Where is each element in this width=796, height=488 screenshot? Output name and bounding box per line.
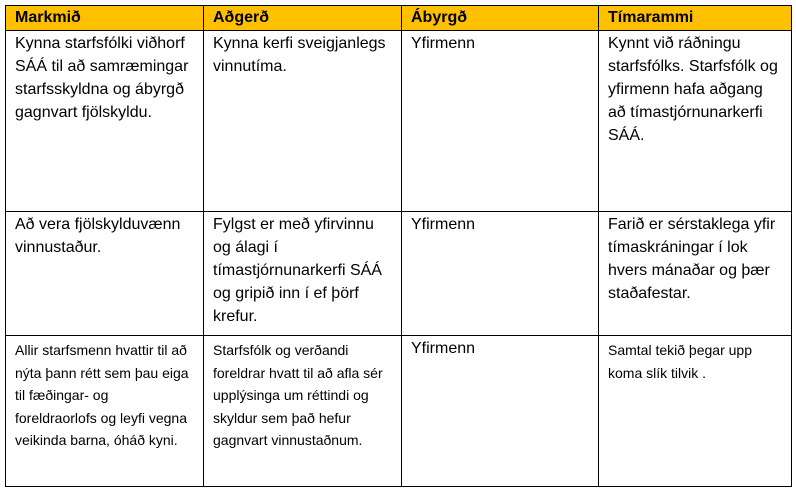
cell-action: Starfsfólk og verðandi foreldrar hvatt til að afla sér upplýsinga um réttindi og skyldur sem það hefur gagnvart vinnustaðnum. bbox=[204, 336, 402, 487]
cell-timeframe: Samtal tekið þegar upp koma slík tilvik . bbox=[599, 336, 792, 487]
table-header-row bbox=[6, 6, 792, 31]
cell-responsibility: Yfirmenn bbox=[402, 212, 599, 336]
cell-timeframe: Kynnt við ráðningu starfsfólks. Starfsfólk og yfirmenn hafa aðgang að tímastjórnunarkerfi SÁÁ. bbox=[599, 31, 792, 212]
table-row bbox=[6, 212, 792, 336]
cell-responsibility: Yfirmenn bbox=[402, 336, 599, 487]
cell-responsibility: Yfirmenn bbox=[402, 31, 599, 212]
column-header-goal: Markmið bbox=[6, 6, 204, 31]
cell-action: Fylgst er með yfirvinnu og álagi í tímastjórnunarkerfi SÁÁ og gripið inn í ef þörf krefur. bbox=[204, 212, 402, 336]
cell-timeframe: Farið er sérstaklega yfir tímaskráningar í lok hvers mánaðar og þær staðafestar. bbox=[599, 212, 792, 336]
cell-goal: Að vera fjölskylduvænn vinnustaður. bbox=[6, 212, 204, 336]
table-row bbox=[6, 31, 792, 212]
column-header-responsibility: Ábyrgð bbox=[402, 6, 599, 31]
column-header-action: Aðgerð bbox=[204, 6, 402, 31]
cell-action: Kynna kerfi sveigjanlegs vinnutíma. bbox=[204, 31, 402, 212]
cell-goal: Kynna starfsfólki viðhorf SÁÁ til að samræmingar starfsskyldna og ábyrgð gagnvart fjölskyldu. bbox=[6, 31, 204, 212]
cell-goal: Allir starfsmenn hvattir til að nýta þann rétt sem þau eiga til fæðingar- og foreldraorlofs og leyfi vegna veikinda barna, óháð kyni. bbox=[6, 336, 204, 487]
column-header-timeframe: Tímarammi bbox=[599, 6, 792, 31]
table-row bbox=[6, 336, 792, 487]
action-plan-table bbox=[5, 5, 792, 487]
